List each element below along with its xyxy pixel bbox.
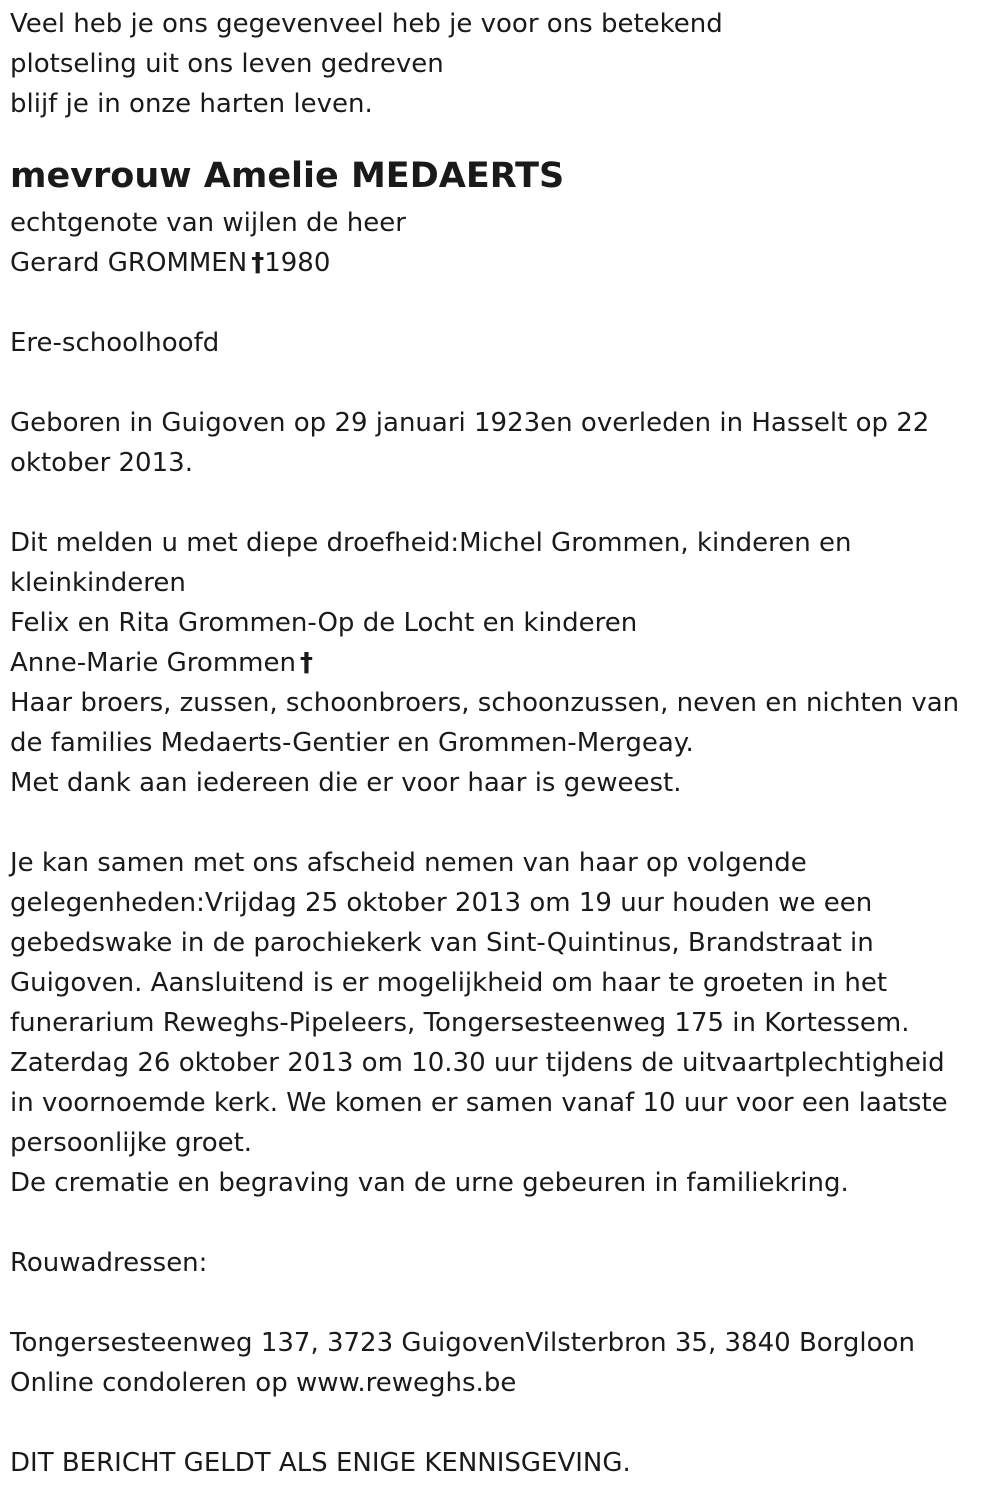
farewell-line-4: Guigoven. Aansluitend is er mogelijkheid om haar te groeten in het: [10, 968, 888, 998]
spacer: [10, 1203, 990, 1243]
spacer: [10, 803, 990, 843]
spacer: [10, 283, 990, 323]
spacer: [10, 363, 990, 403]
family-line-5: Haar broers, zussen, schoonbroers, schoonzussen, neven en nichten van: [10, 688, 960, 718]
deceased-title: Ere-schoolhoofd: [10, 328, 220, 358]
family-line-6: de families Medaerts-Gentier en Grommen-Mergeay.: [10, 728, 694, 758]
family-member-name: Anne-Marie Grommen: [10, 648, 296, 678]
spacer: [10, 483, 990, 523]
poem-line-2: plotseling uit ons leven gedreven: [10, 49, 444, 79]
deceased-name: mevrouw Amelie MEDAERTS: [10, 156, 565, 196]
farewell-line-3: gebedswake in de parochiekerk van Sint-Quintinus, Brandstraat in: [10, 928, 874, 958]
spacer: [10, 1283, 990, 1323]
family-list: [10, 523, 990, 803]
farewell-info: [10, 843, 990, 1203]
farewell-line-5: funerarium Reweghs-Pipeleers, Tongersesteenweg 175 in Kortessem.: [10, 1008, 910, 1038]
cross-icon: †: [299, 648, 313, 678]
family-line-4: [10, 643, 990, 683]
farewell-line-9: De crematie en begraving van de urne gebeuren in familiekring.: [10, 1168, 849, 1198]
family-line-1: Dit melden u met diepe droefheid:Michel Grommen, kinderen en: [10, 528, 852, 558]
cross-icon: †: [251, 248, 265, 278]
farewell-line-7: in voornoemde kerk. We komen er samen vanaf 10 uur voor een laatste: [10, 1088, 948, 1118]
farewell-line-6: Zaterdag 26 oktober 2013 om 10.30 uur tijdens de uitvaartplechtigheid: [10, 1048, 945, 1078]
poem-line-3: blijf je in onze harten leven.: [10, 89, 373, 119]
spouse-intro: echtgenote van wijlen de heer: [10, 208, 406, 238]
notice-footer: DIT BERICHT GELDT ALS ENIGE KENNISGEVING.: [10, 1448, 631, 1478]
farewell-line-1: Je kan samen met ons afscheid nemen van haar op volgende: [10, 848, 807, 878]
family-line-3: Felix en Rita Grommen-Op de Locht en kinderen: [10, 608, 638, 638]
farewell-line-2: gelegenheden:Vrijdag 25 oktober 2013 om 19 uur houden we een: [10, 888, 873, 918]
birth-death-line-2: oktober 2013.: [10, 448, 193, 478]
spacer: [10, 1403, 990, 1443]
spouse-name: Gerard GROMMEN: [10, 248, 248, 278]
spouse-death-year: 1980: [264, 248, 331, 278]
poem: [10, 4, 990, 124]
addresses-heading: Rouwadressen:: [10, 1248, 208, 1278]
family-line-7: Met dank aan iedereen die er voor haar is geweest.: [10, 768, 682, 798]
family-line-2: kleinkinderen: [10, 568, 186, 598]
address-line: Tongersesteenweg 137, 3723 GuigovenVilsterbron 35, 3840 Borgloon: [10, 1328, 915, 1358]
condolence-link: Online condoleren op www.reweghs.be: [10, 1368, 517, 1398]
poem-line-1: Veel heb je ons gegevenveel heb je voor ons betekend: [10, 9, 723, 39]
spouse-line: [10, 243, 990, 283]
birth-death-info: [10, 403, 990, 483]
birth-death-line-1: Geboren in Guigoven op 29 januari 1923en overleden in Hasselt op 22: [10, 408, 930, 438]
farewell-line-8: persoonlijke groet.: [10, 1128, 253, 1158]
